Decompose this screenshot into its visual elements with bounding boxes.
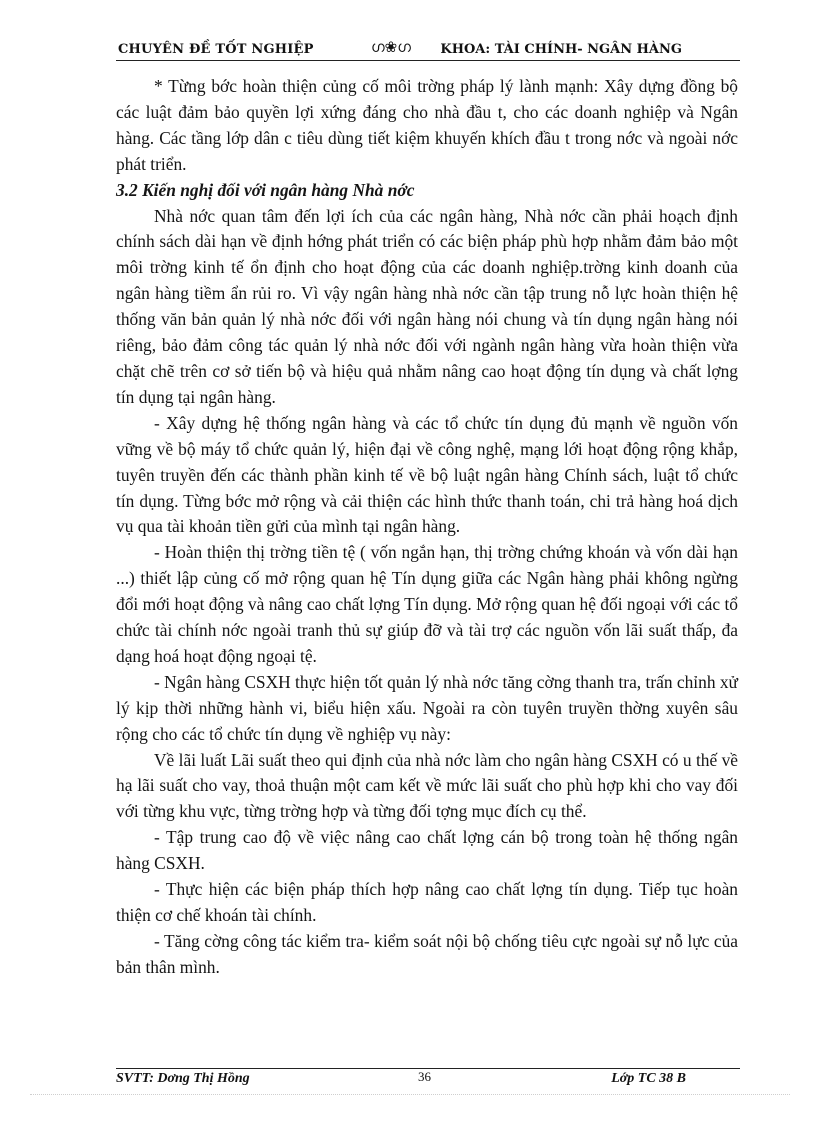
footer-author: SVTT: Dơng Thị Hồng <box>116 1071 250 1086</box>
paragraph-2: Nhà nớc quan tâm đến lợi ích của các ngân hàng, Nhà nớc cần phải hoạch định chính sách dài hạn về định hớng phát triển có các biện pháp phù hợp nhằm đảm bảo một môi trờng kinh tế ổn định cho hoạt động của các doanh nghiệp.trờng kinh doanh của ngân hàng tiềm ẩn rủi ro. Vì vậy ngân hàng nhà nớc cần tập trung nỗ lực hoàn thiện hệ thống văn bản quản lý nhà nớc đối với ngân hàng nói chung và tín dụng ngân hàng nói riêng, bảo đảm công tác quản lý nhà nớc đối với ngành ngân hàng vừa hoàn thiện vừa chặt chẽ trên cơ sở tiến bộ và hiệu quả nhằm nâng cao hoạt động tín dụng và chất lợng tín dụng tại ngân hàng. <box>116 205 738 407</box>
page-footer <box>116 1071 740 1091</box>
paragraph-6: Về lãi luất Lãi suất theo qui định của nhà nớc làm cho ngân hàng CSXH có u thế về hạ lãi suất cho vay, thoả thuận một cam kết về mức lãi suất cho phù hợp khi cho vay đối với từng khu vực, từng trờng hợp và từng đối tợng mục đích cụ thể. <box>116 749 738 822</box>
paragraph-9: - Tăng cờng công tác kiểm tra- kiểm soát nội bộ chống tiêu cực ngoài sự nỗ lực của bản thân mình. <box>116 930 738 977</box>
header-left: CHUYÊN ĐỀ TỐT NGHIỆP <box>118 42 314 57</box>
paragraph-4: - Hoàn thiện thị trờng tiền tệ ( vốn ngắn hạn, thị trờng chứng khoán và vốn dài hạn ...) thiết lập củng cố mở rộng quan hệ Tín dụng giữa các Ngân hàng phải không ngừng đổi mới hoạt động và nâng cao chất lợng Tín dụng. Mở rộng quan hệ đối ngoại với các tổ chức tài chính nớc ngoài tranh thủ sự giúp đỡ và tài trợ các nguồn vốn lãi suất thấp, đa dạng hoá hoạt động ngoại tệ. <box>116 542 738 666</box>
paragraph-3: - Xây dựng hệ thống ngân hàng và các tổ chức tín dụng đủ mạnh về nguồn vốn vững về bộ máy tổ chức quản lý, hiện đại về công nghệ, mạng lới hoạt động rộng khắp, tuyên truyền đến các thành phần kinh tế về bộ luật ngân hàng Chính sách, luật tổ chức tín dụng. Từng bớc mở rộng và cải thiện các hình thức thanh toán, chi trả hàng hoá dịch vụ qua tài khoản tiền gửi của mình tại ngân hàng. <box>116 412 738 537</box>
page-header <box>116 38 740 61</box>
header-right: KHOA: TÀI CHÍNH- NGÂN HÀNG <box>440 42 682 57</box>
section-heading: 3.2 Kiến nghị đối với ngân hàng Nhà nớc <box>116 179 415 200</box>
page-number: 36 <box>418 1069 431 1084</box>
paragraph-5: - Ngân hàng CSXH thực hiện tốt quản lý nhà nớc tăng cờng thanh tra, trấn chỉnh xử lý kịp thời những hành vi, biểu hiện xấu. Ngoài ra còn tuyên truyền thờng xuyên sâu rộng cho các tổ chức tín dụng về nghiệp vụ này: <box>116 671 738 744</box>
paragraph-7: - Tập trung cao độ về việc nâng cao chất lợng cán bộ trong toàn hệ thống ngân hàng CSXH. <box>116 827 738 874</box>
paragraph-8: - Thực hiện các biện pháp thích hợp nâng cao chất lợng tín dụng. Tiếp tục hoàn thiện cơ chế khoán tài chính. <box>116 879 738 925</box>
page-body <box>116 74 738 981</box>
page-bottom-dotted-border <box>30 1094 790 1095</box>
footer-class: Lớp TC 38 B <box>611 1071 686 1086</box>
paragraph-1: * Từng bớc hoàn thiện củng cố môi trờng pháp lý lành mạnh: Xây dựng đồng bộ các luật đảm bảo quyền lợi xứng đáng cho nhà đầu t, cho các doanh nghiệp và Ngân hàng. Các tầng lớp dân c tiêu dùng tiết kiệm khuyến khích đầu t trong nớc và ngoài nớc phát triển. <box>116 76 738 174</box>
header-ornament: ഗ❀ഗ <box>371 38 411 56</box>
